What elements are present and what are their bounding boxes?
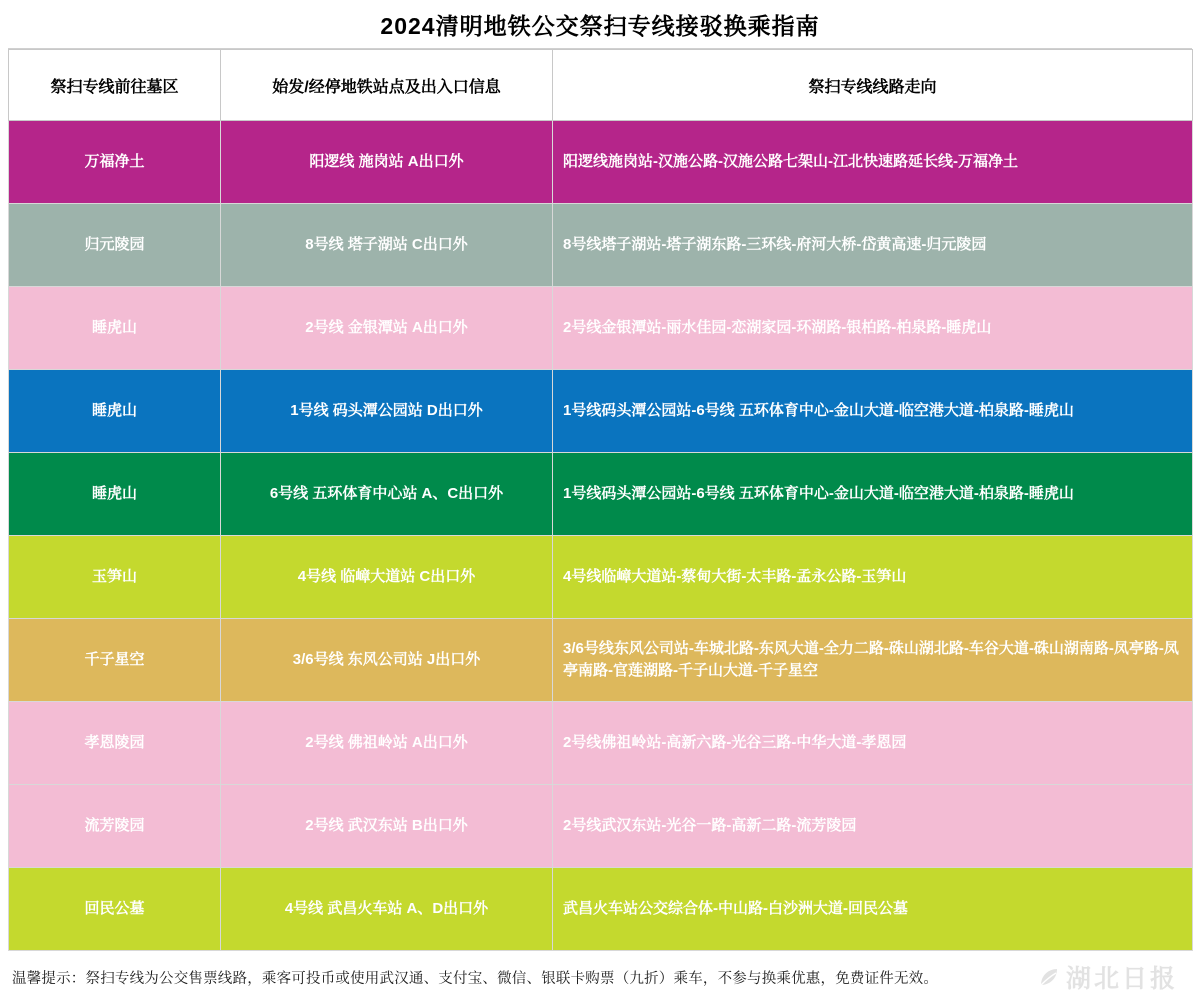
watermark-text: 湖北日报 <box>1065 965 1178 993</box>
cell-route: 2号线武汉东站-光谷一路-高新二路-流芳陵园 <box>553 785 1193 868</box>
page-title-bar <box>8 0 1192 49</box>
cell-cemetery: 孝恩陵园 <box>9 702 221 785</box>
cell-station: 1号线 码头潭公园站 D出口外 <box>221 370 553 453</box>
table-row <box>9 619 1193 702</box>
cell-cemetery: 回民公墓 <box>9 868 221 951</box>
leaf-logo-icon <box>1038 966 1060 988</box>
transfer-guide-table <box>8 49 1193 951</box>
column-header-cemetery: 祭扫专线前往墓区 <box>9 50 221 121</box>
table-row <box>9 702 1193 785</box>
footer <box>8 951 1192 1003</box>
table-row <box>9 785 1193 868</box>
cell-cemetery: 睡虎山 <box>9 287 221 370</box>
cell-cemetery: 千子星空 <box>9 619 221 702</box>
cell-route: 1号线码头潭公园站-6号线 五环体育中心-金山大道-临空港大道-柏泉路-睡虎山 <box>553 370 1193 453</box>
cell-cemetery: 睡虎山 <box>9 370 221 453</box>
column-header-station: 始发/经停地铁站点及出入口信息 <box>221 50 553 121</box>
page-title: 2024清明地铁公交祭扫专线接驳换乘指南 <box>380 12 820 39</box>
cell-station: 8号线 塔子湖站 C出口外 <box>221 204 553 287</box>
cell-station: 4号线 临嶂大道站 C出口外 <box>221 536 553 619</box>
cell-route: 4号线临嶂大道站-蔡甸大街-太丰路-孟永公路-玉笋山 <box>553 536 1193 619</box>
footer-note: 温馨提示：祭扫专线为公交售票线路，乘客可投币或使用武汉通、支付宝、微信、银联卡购票（九折）乘车，不参与换乘优惠，免费证件无效。 <box>12 970 939 987</box>
watermark <box>1038 959 1178 995</box>
cell-station: 4号线 武昌火车站 A、D出口外 <box>221 868 553 951</box>
cell-route: 阳逻线施岗站-汉施公路-汉施公路七架山-江北快速路延长线-万福净土 <box>553 121 1193 204</box>
table-header-row <box>9 50 1193 121</box>
cell-route: 2号线佛祖岭站-高新六路-光谷三路-中华大道-孝恩园 <box>553 702 1193 785</box>
cell-cemetery: 睡虎山 <box>9 453 221 536</box>
cell-cemetery: 归元陵园 <box>9 204 221 287</box>
table-row <box>9 536 1193 619</box>
cell-route: 8号线塔子湖站-塔子湖东路-三环线-府河大桥-岱黄高速-归元陵园 <box>553 204 1193 287</box>
cell-station: 2号线 金银潭站 A出口外 <box>221 287 553 370</box>
table-row <box>9 121 1193 204</box>
cell-route: 1号线码头潭公园站-6号线 五环体育中心-金山大道-临空港大道-柏泉路-睡虎山 <box>553 453 1193 536</box>
cell-station: 阳逻线 施岗站 A出口外 <box>221 121 553 204</box>
cell-station: 6号线 五环体育中心站 A、C出口外 <box>221 453 553 536</box>
cell-cemetery: 玉笋山 <box>9 536 221 619</box>
table-row <box>9 868 1193 951</box>
cell-cemetery: 万福净土 <box>9 121 221 204</box>
cell-cemetery: 流芳陵园 <box>9 785 221 868</box>
table-row <box>9 287 1193 370</box>
cell-route: 3/6号线东风公司站-车城北路-东风大道-全力二路-硃山湖北路-车谷大道-硃山湖南路-凤亭路-凤亭南路-官莲湖路-千子山大道-千子星空 <box>553 619 1193 702</box>
cell-station: 3/6号线 东风公司站 J出口外 <box>221 619 553 702</box>
table-row <box>9 453 1193 536</box>
column-header-route: 祭扫专线线路走向 <box>553 50 1193 121</box>
table-head <box>9 50 1193 121</box>
table-body <box>9 121 1193 951</box>
cell-station: 2号线 武汉东站 B出口外 <box>221 785 553 868</box>
cell-route: 2号线金银潭站-丽水佳园-恋湖家园-环湖路-银柏路-柏泉路-睡虎山 <box>553 287 1193 370</box>
table-row <box>9 204 1193 287</box>
cell-station: 2号线 佛祖岭站 A出口外 <box>221 702 553 785</box>
cell-route: 武昌火车站公交综合体-中山路-白沙洲大道-回民公墓 <box>553 868 1193 951</box>
table-row <box>9 370 1193 453</box>
